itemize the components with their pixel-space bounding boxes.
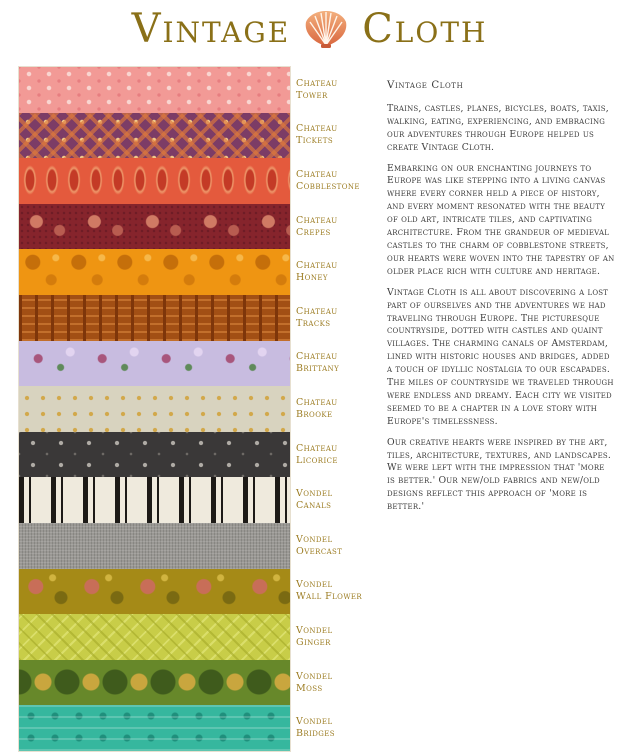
fabric-swatch: [19, 705, 290, 751]
fabric-swatch: [19, 113, 290, 159]
fabric-label-line2: Crepes: [296, 226, 331, 238]
fabric-swatch: [19, 158, 290, 204]
fabric-label-line2: Cobblestone: [296, 180, 360, 192]
fabric-label-column: [296, 67, 386, 751]
fabric-label: [296, 569, 386, 615]
fabric-swatch: [19, 249, 290, 295]
fabric-label-line2: Tracks: [296, 317, 331, 329]
fabric-label: [296, 341, 386, 387]
fabric-label-line1: Chateau: [296, 123, 338, 135]
fabric-label-line1: Chateau: [296, 214, 338, 226]
fabric-label: [296, 67, 386, 113]
fabric-swatch: [19, 204, 290, 250]
fabric-label: [296, 249, 386, 295]
scallop-shell-icon: [300, 8, 352, 50]
fabric-label: [296, 204, 386, 250]
title-cloth: Cloth: [362, 6, 488, 52]
fabric-label-line2: Licorice: [296, 454, 338, 466]
fabric-label-line1: Chateau: [296, 260, 338, 272]
fabric-label: [296, 523, 386, 569]
story-text: [387, 80, 615, 522]
story-paragraph-3: Vintage Cloth is all about discovering a lost part of ourselves and the adventures we had traveling through Europe. The picturesque countryside, dotted with castles and quaint villages. The charming canals of Amsterdam, lined with historic houses and bridges, added a touch of idyllic nostalgia to our escapades. The miles of countryside we traveled through were endless and dreamy. Each city we visited seemed to be a chapter in a love story with Europe's timelessness.: [387, 286, 614, 427]
fabric-swatch: [19, 523, 290, 569]
fabric-label-line2: Tickets: [296, 135, 334, 147]
fabric-label-line1: Vondel: [296, 579, 333, 591]
fabric-label-line2: Brittany: [296, 363, 340, 375]
fabric-label-line1: Vondel: [296, 670, 333, 682]
fabric-label-line2: Canals: [296, 500, 332, 512]
fabric-label-line2: Brooke: [296, 408, 333, 420]
fabric-label-line2: Honey: [296, 272, 328, 284]
story-heading: Vintage Cloth: [387, 80, 464, 91]
fabric-label-line2: Ginger: [296, 636, 331, 648]
fabric-label-line1: Chateau: [296, 351, 338, 363]
fabric-label-line1: Vondel: [296, 716, 333, 728]
fabric-label: [296, 386, 386, 432]
fabric-label-line2: Bridges: [296, 728, 335, 740]
fabric-swatch: [19, 614, 290, 660]
fabric-label-line2: Wall Flower: [296, 591, 363, 603]
fabric-label: [296, 158, 386, 204]
fabric-swatch: [19, 432, 290, 478]
fabric-swatch-column: [19, 67, 290, 751]
fabric-label: [296, 295, 386, 341]
fabric-swatch: [19, 660, 290, 706]
fabric-label-line2: Tower: [296, 89, 328, 101]
fabric-label: [296, 432, 386, 478]
fabric-label: [296, 614, 386, 660]
title-vintage: Vintage: [131, 6, 291, 52]
fabric-label-line1: Vondel: [296, 533, 333, 545]
fabric-label: [296, 705, 386, 751]
fabric-swatch: [19, 67, 290, 113]
fabric-label-line1: Chateau: [296, 442, 338, 454]
fabric-label-line1: Chateau: [296, 77, 338, 89]
fabric-label-line1: Vondel: [296, 624, 333, 636]
fabric-label-line2: Moss: [296, 682, 323, 694]
fabric-swatch: [19, 386, 290, 432]
fabric-swatch: [19, 569, 290, 615]
story-paragraph-1: Trains, castles, planes, bicycles, boats, taxis, walking, eating, experiencing, and embracing our adventures through Europe helped us create Vintage Cloth.: [387, 102, 609, 153]
story-paragraph-4: Our creative hearts were inspired by the art, tiles, architecture, textures, and landscapes. We were left with the impression that 'more is better.' Our new/old fabrics and new/old designs reflect this approach of 'more is better.': [387, 436, 612, 513]
fabric-label-line1: Chateau: [296, 168, 338, 180]
fabric-swatch: [19, 295, 290, 341]
fabric-label-line1: Vondel: [296, 488, 333, 500]
fabric-swatch: [19, 341, 290, 387]
fabric-label: [296, 477, 386, 523]
story-paragraph-2: Embarking on our enchanting journeys to Europe was like stepping into a living canvas where every corner held a piece of history, and every moment resonated with the beauty of old art, intricate tiles, and captivating architecture. From the grandeur of medieval castles to the charm of cobblestone streets, our hearts were woven into the tapestry of an older place rich with culture and heritage.: [387, 162, 615, 277]
fabric-swatch: [19, 477, 290, 523]
fabric-label-line1: Chateau: [296, 305, 338, 317]
fabric-label-line1: Chateau: [296, 396, 338, 408]
fabric-label: [296, 660, 386, 706]
page-header: [0, 0, 619, 58]
fabric-label: [296, 113, 386, 159]
fabric-label-line2: Overcast: [296, 545, 343, 557]
